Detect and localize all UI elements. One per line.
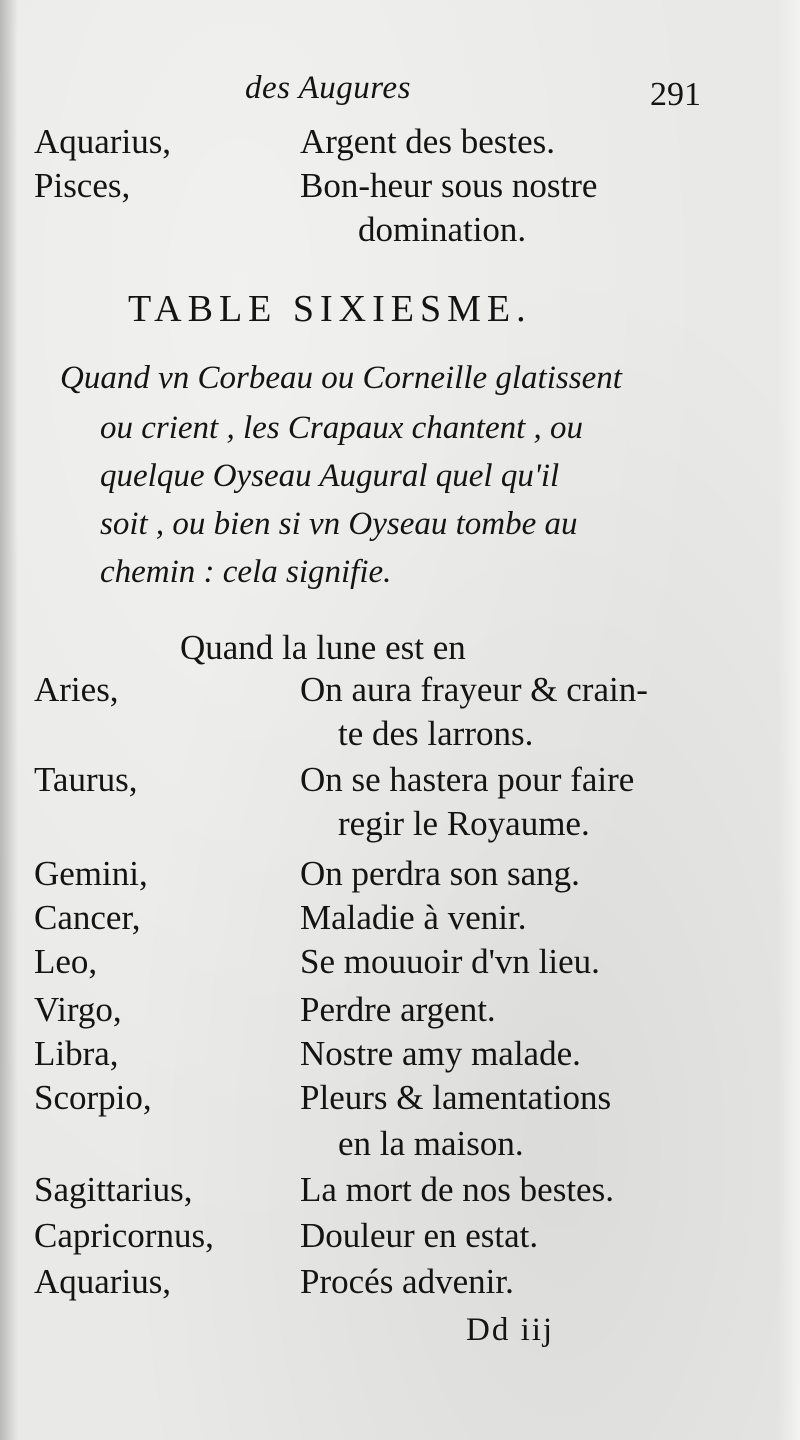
meaning-pisces-continuation: domination. <box>358 210 527 249</box>
meaning-gemini: On perdra son sang. <box>300 854 580 893</box>
intro-line: quelque Oyseau Augural quel qu'il <box>100 458 560 494</box>
meaning-aquarius: Procés advenir. <box>300 1262 514 1301</box>
sign-aries: Aries, <box>34 670 119 709</box>
page-edge <box>778 0 800 1440</box>
intro-line: chemin : cela signifie. <box>100 554 392 590</box>
sign-capricornus: Capricornus, <box>34 1216 214 1255</box>
sign-scorpio: Scorpio, <box>34 1078 152 1117</box>
meaning-sagittarius: La mort de nos bestes. <box>300 1170 614 1209</box>
meaning-scorpio: Pleurs & lamentations <box>300 1078 612 1117</box>
sign-sagittarius: Sagittarius, <box>34 1170 193 1209</box>
running-head: des Augures <box>245 70 411 106</box>
sign-gemini: Gemini, <box>34 854 148 893</box>
sign-virgo: Virgo, <box>34 990 122 1029</box>
sign-taurus: Taurus, <box>34 760 138 799</box>
meaning-capricornus: Douleur en estat. <box>300 1216 539 1255</box>
meaning-taurus: On se hastera pour faire <box>300 760 635 799</box>
meaning-pisces: Bon-heur sous nostre <box>300 166 598 205</box>
meaning-taurus-continuation: regir le Royaume. <box>338 804 590 843</box>
intro-line: soit , ou bien si vn Oyseau tombe au <box>100 506 578 542</box>
meaning-aries: On aura frayeur & crain- <box>300 670 648 709</box>
sign-leo: Leo, <box>34 942 98 981</box>
meaning-libra: Nostre amy malade. <box>300 1034 581 1073</box>
meaning-scorpio-continuation: en la maison. <box>338 1124 524 1163</box>
sign-aquarius-top: Aquarius, <box>34 122 172 161</box>
sign-pisces: Pisces, <box>34 166 131 205</box>
page-number: 291 <box>650 76 701 113</box>
intro-line: ou crient , les Crapaux chantent , ou <box>100 410 584 446</box>
intro-line: Quand vn Corbeau ou Corneille glatissent <box>60 360 622 396</box>
signature-mark: Dd iij <box>466 1312 555 1348</box>
meaning-leo: Se mouuoir d'vn lieu. <box>300 942 600 981</box>
meaning-virgo: Perdre argent. <box>300 990 496 1029</box>
sign-aquarius: Aquarius, <box>34 1262 172 1301</box>
table-title: TABLE SIXIESME. <box>128 288 532 330</box>
page-gutter-shadow <box>0 0 18 1440</box>
meaning-cancer: Maladie à venir. <box>300 898 527 937</box>
meaning-aquarius-top: Argent des bestes. <box>300 122 555 161</box>
sign-cancer: Cancer, <box>34 898 141 937</box>
sign-libra: Libra, <box>34 1034 119 1073</box>
meaning-aries-continuation: te des larrons. <box>338 714 534 753</box>
table-subheading: Quand la lune est en <box>180 628 466 667</box>
